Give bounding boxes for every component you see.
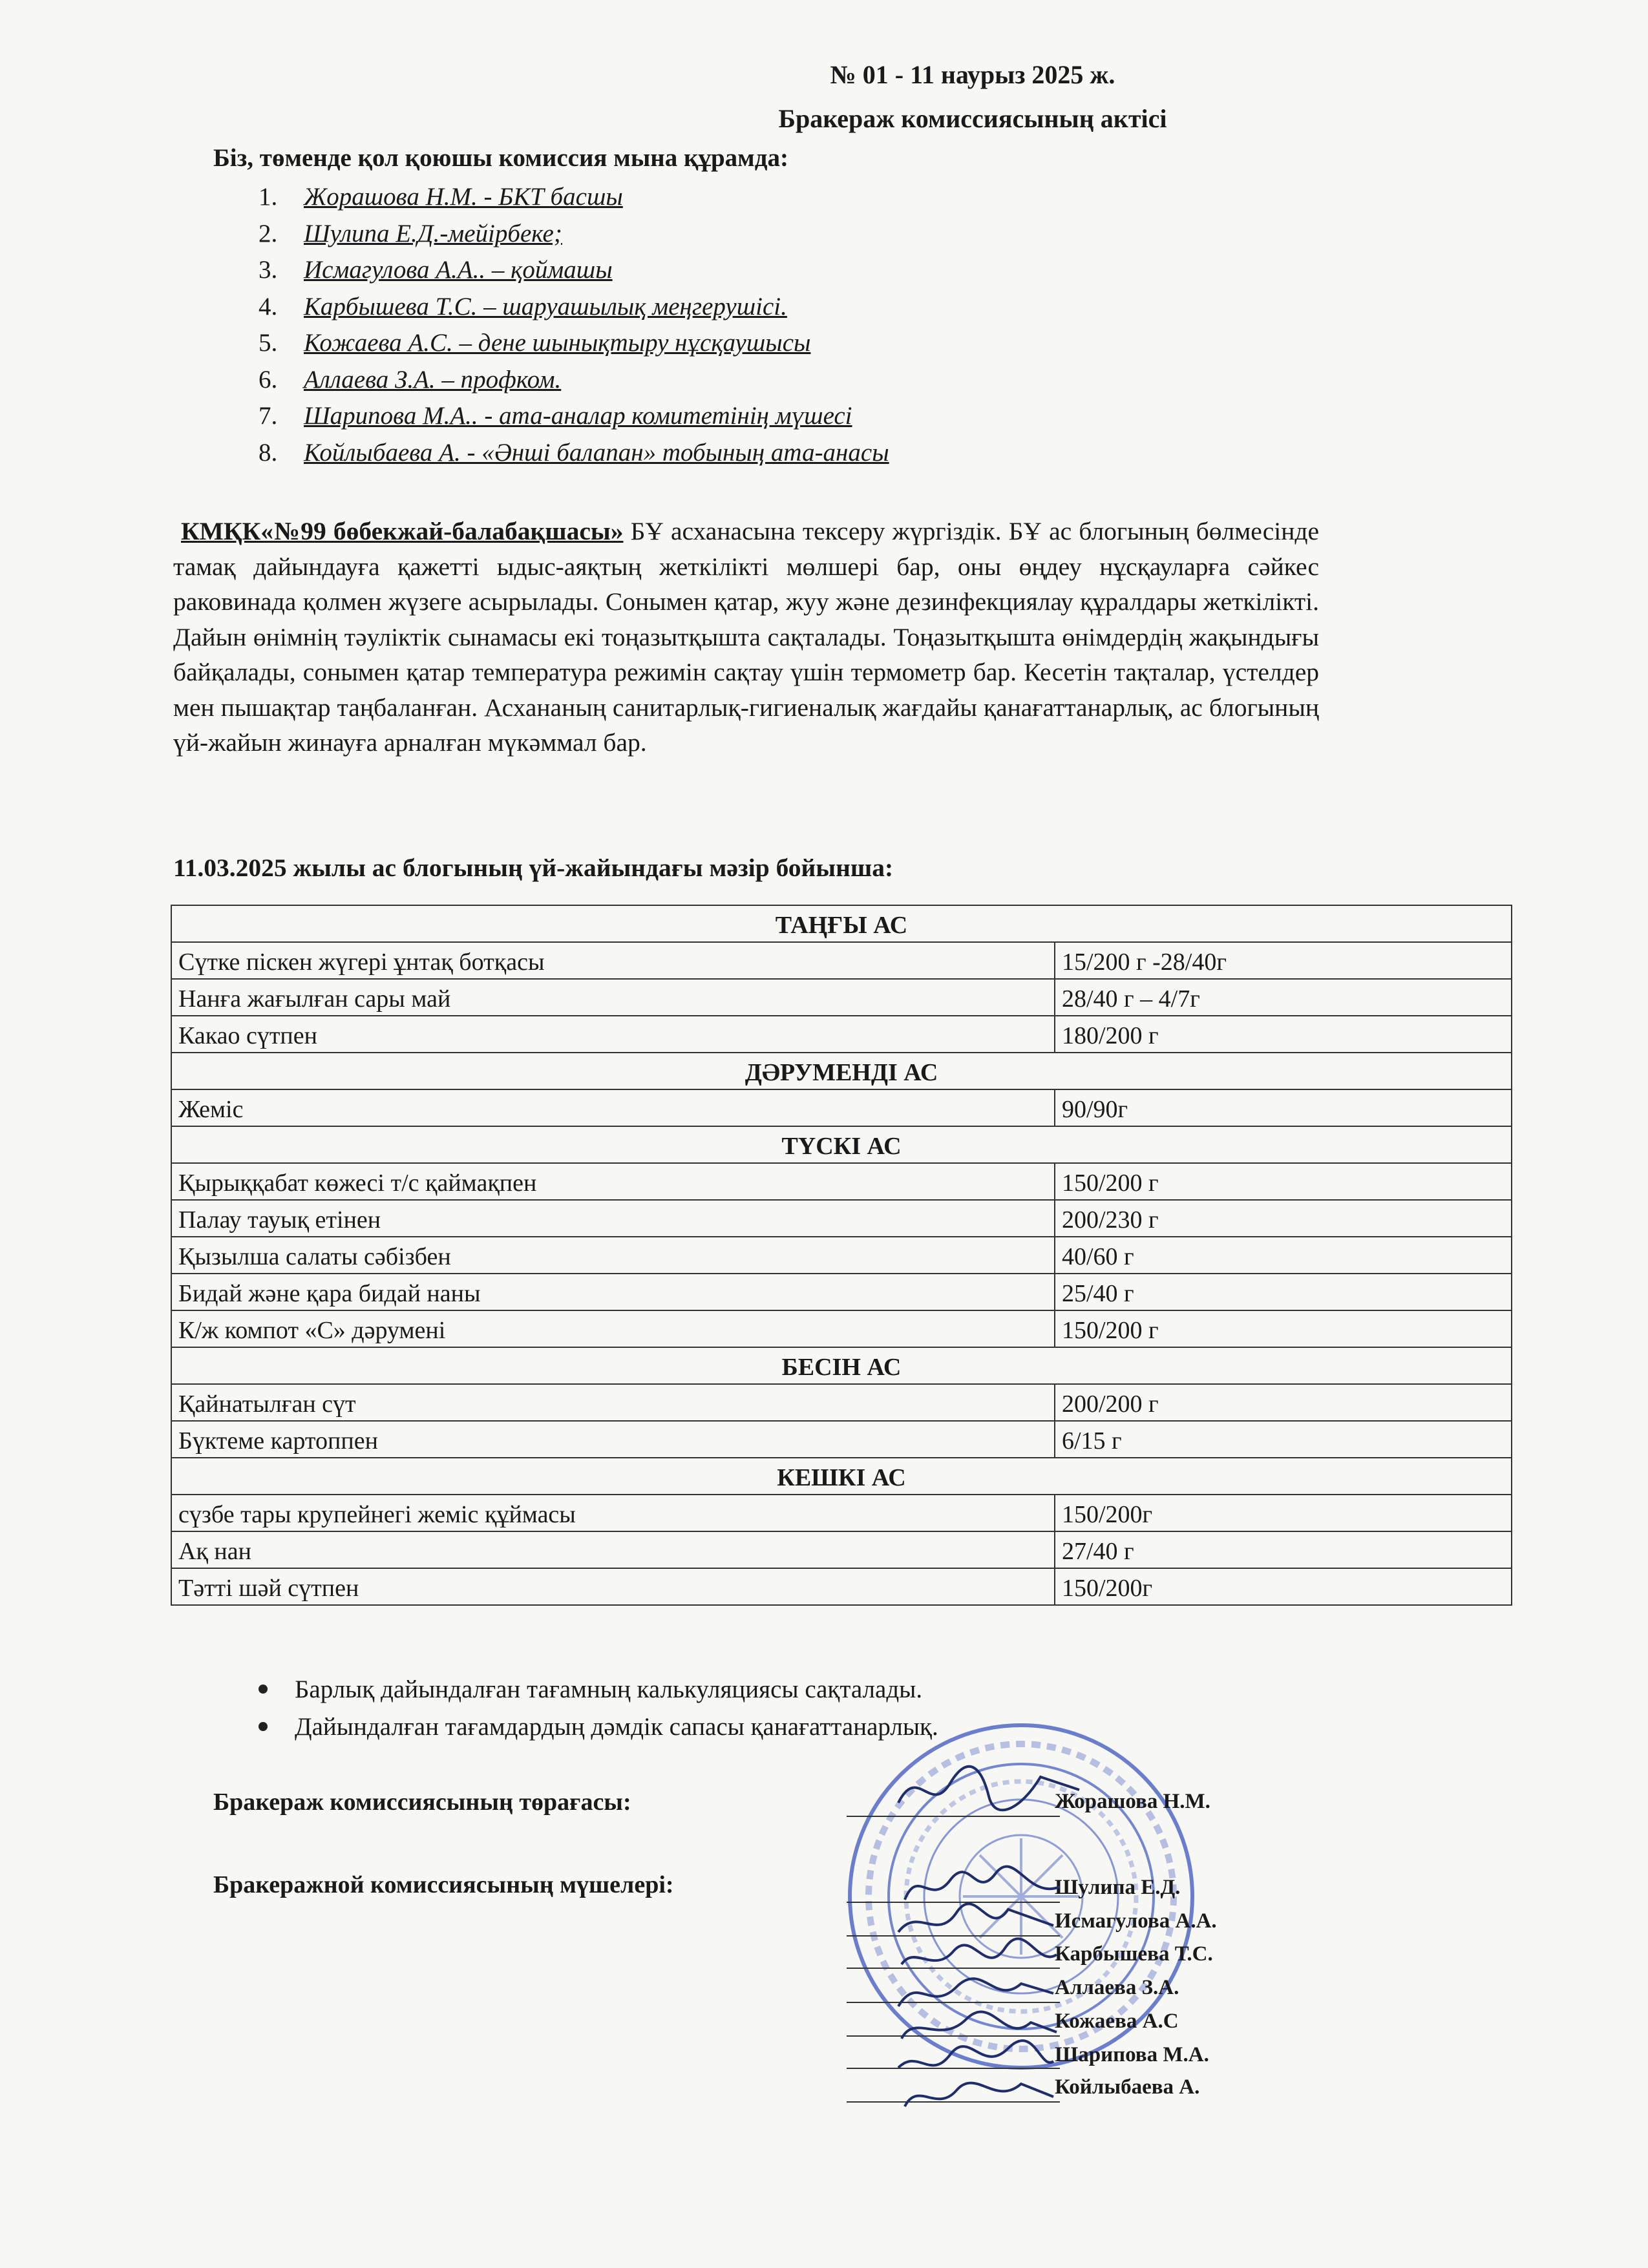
dish-portion: 150/200 г: [1055, 1163, 1512, 1200]
member-item: 8. Койлыбаева А. - «Әнші балапан» тобының ата-анасы: [259, 438, 889, 467]
commission-members-list: [259, 182, 889, 474]
dish-name: Қайнатылған сүт: [171, 1384, 1055, 1421]
list-item: Дайындалған тағамдардың дәмдік сапасы қанағаттанарлық.: [259, 1708, 938, 1745]
member-item: 3. Исмагулова А.А.. – қоймашы: [259, 256, 613, 284]
dish-portion: 150/200г: [1055, 1495, 1512, 1531]
list-item: Барлық дайындалған тағамның калькуляциясы сақталады.: [259, 1670, 938, 1708]
dish-name: К/ж компот «С» дәрумені: [171, 1310, 1055, 1347]
section-lunch: ТҮСКІ АС: [171, 1126, 1512, 1163]
member-signature-name: Шарипова М.А.: [1055, 2043, 1209, 2066]
dish-name: Тәтті шәй сүтпен: [171, 1568, 1055, 1605]
dish-name: Жеміс: [171, 1089, 1055, 1126]
dish-name: Бүктеме картоппен: [171, 1421, 1055, 1458]
table-row: [171, 1568, 1512, 1605]
dish-portion: 150/200 г: [1055, 1310, 1512, 1347]
dish-portion: 90/90г: [1055, 1089, 1512, 1126]
table-row: [171, 1163, 1512, 1200]
dish-portion: 180/200 г: [1055, 1016, 1512, 1053]
table-row: [171, 1421, 1512, 1458]
member-signature-name: Аллаева З.А.: [1055, 1976, 1179, 1999]
table-row: [171, 1384, 1512, 1421]
dish-name: Нанға жағылған сары май: [171, 979, 1055, 1016]
bullet-icon: [259, 1722, 268, 1731]
chair-name: Жорашова Н.М.: [1055, 1790, 1210, 1813]
section-row: [171, 1458, 1512, 1495]
conclusion-list: [259, 1670, 938, 1745]
dish-portion: 15/200 г -28/40г: [1055, 942, 1512, 979]
member-item: 7. Шарипова М.А.. - ата-аналар комитетінің мүшесі: [259, 402, 852, 430]
member-signature-name: Исмагулова А.А.: [1055, 1909, 1217, 1933]
handwritten-signature-icon: [898, 2068, 1060, 2119]
organization-name: КМҚК«№99 бөбекжай-балабақшасы»: [181, 517, 624, 545]
section-dinner: КЕШКІ АС: [171, 1458, 1512, 1495]
member-item: 1. Жорашова Н.М. - БКТ басшы: [259, 183, 623, 211]
table-row: [171, 942, 1512, 979]
table-row: [171, 1016, 1512, 1053]
dish-name: Қырыққабат көжесі т/с қаймақпен: [171, 1163, 1055, 1200]
dish-name: Бидай және қара бидай наны: [171, 1274, 1055, 1310]
commission-intro: Біз, төменде қол қоюшы комиссия мына құрамда:: [213, 144, 788, 172]
dish-name: Сүтке піскен жүгері ұнтақ ботқасы: [171, 942, 1055, 979]
chair-label: Бракераж комиссиясының төрағасы:: [213, 1789, 631, 1816]
act-title: Бракераж комиссиясының актісі: [778, 104, 1167, 133]
menu-heading: 11.03.2025 жылы ас блогының үй-жайындағы мәзір бойынша:: [173, 854, 894, 882]
dish-portion: 27/40 г: [1055, 1531, 1512, 1568]
dish-name: сүзбе тары крупейнегі жеміс құймасы: [171, 1495, 1055, 1531]
section-vitamin: ДӘРУМЕНДІ АС: [171, 1053, 1512, 1089]
section-row: [171, 905, 1512, 942]
table-row: [171, 1495, 1512, 1531]
section-row: [171, 1347, 1512, 1384]
member-item: 2. Шулипа Е.Д.-мейірбеке;: [259, 219, 562, 247]
table-row: [171, 1310, 1512, 1347]
member-signature-name: Карбышева Т.С.: [1055, 1942, 1213, 1966]
dish-portion: 200/230 г: [1055, 1200, 1512, 1237]
dish-portion: 6/15 г: [1055, 1421, 1512, 1458]
table-row: [171, 1531, 1512, 1568]
dish-name: Қызылша салаты сәбізбен: [171, 1237, 1055, 1274]
dish-name: Какао сүтпен: [171, 1016, 1055, 1053]
table-row: [171, 1274, 1512, 1310]
table-row: [171, 1237, 1512, 1274]
dish-portion: 28/40 г – 4/7г: [1055, 979, 1512, 1016]
menu-table: [171, 905, 1512, 1606]
member-signature-name: Койлыбаева А.: [1055, 2075, 1200, 2099]
section-snack: БЕСІН АС: [171, 1347, 1512, 1384]
member-item: 5. Кожаева А.С. – дене шынықтыру нұсқаушысы: [259, 329, 811, 357]
table-row: [171, 1200, 1512, 1237]
dish-name: Ақ нан: [171, 1531, 1055, 1568]
dish-portion: 25/40 г: [1055, 1274, 1512, 1310]
section-breakfast: ТАҢҒЫ АС: [171, 905, 1512, 942]
dish-name: Палау тауық етінен: [171, 1200, 1055, 1237]
act-number-date: № 01 - 11 наурыз 2025 ж.: [830, 60, 1115, 89]
member-item: 6. Аллаева З.А. – профком.: [259, 365, 562, 394]
dish-portion: 200/200 г: [1055, 1384, 1512, 1421]
member-signature-name: Кожаева А.С: [1055, 2010, 1179, 2033]
members-label: Бракеражной комиссиясының мүшелері:: [213, 1871, 674, 1898]
section-row: [171, 1126, 1512, 1163]
inspection-text: БҰ асханасына тексеру жүргіздік. БҰ ас блогының бөлмесінде тамақ дайындауға қажетті ыдыс-аяқтың жеткілікті мөлшері бар, оны өңдеу нұсқауларға сәйкес раковинада қолмен жүзеге асырылады. Сонымен қатар, жуу және дезинфекциялау құралдары жеткілікті. Дайын өнімнің тәуліктік сынамасы екі тоңазытқышта сақталады. Тоңазытқышта өнімдердің жақындығы байқалады, сонымен қатар температура режимін сақтау үшін термометр бар. Кесетін тақталар, үстелдер мен пышақтар таңбаланған. Асхананың санитарлық-гигиеналық жағдайы қанағаттанарлық, ас блогының үй-жайын жинауға арналған мүкәммал бар.: [173, 517, 1319, 757]
section-row: [171, 1053, 1512, 1089]
member-signature-name: Шулипа Е.Д.: [1055, 1876, 1181, 1899]
table-row: [171, 1089, 1512, 1126]
dish-portion: 40/60 г: [1055, 1237, 1512, 1274]
table-row: [171, 979, 1512, 1016]
inspection-paragraph: [173, 514, 1319, 761]
handwritten-signature-icon: [892, 1758, 1086, 1822]
bullet-icon: [259, 1685, 268, 1694]
dish-portion: 150/200г: [1055, 1568, 1512, 1605]
member-item: 4. Карбышева Т.С. – шаруашылық меңгерушісі.: [259, 292, 787, 320]
